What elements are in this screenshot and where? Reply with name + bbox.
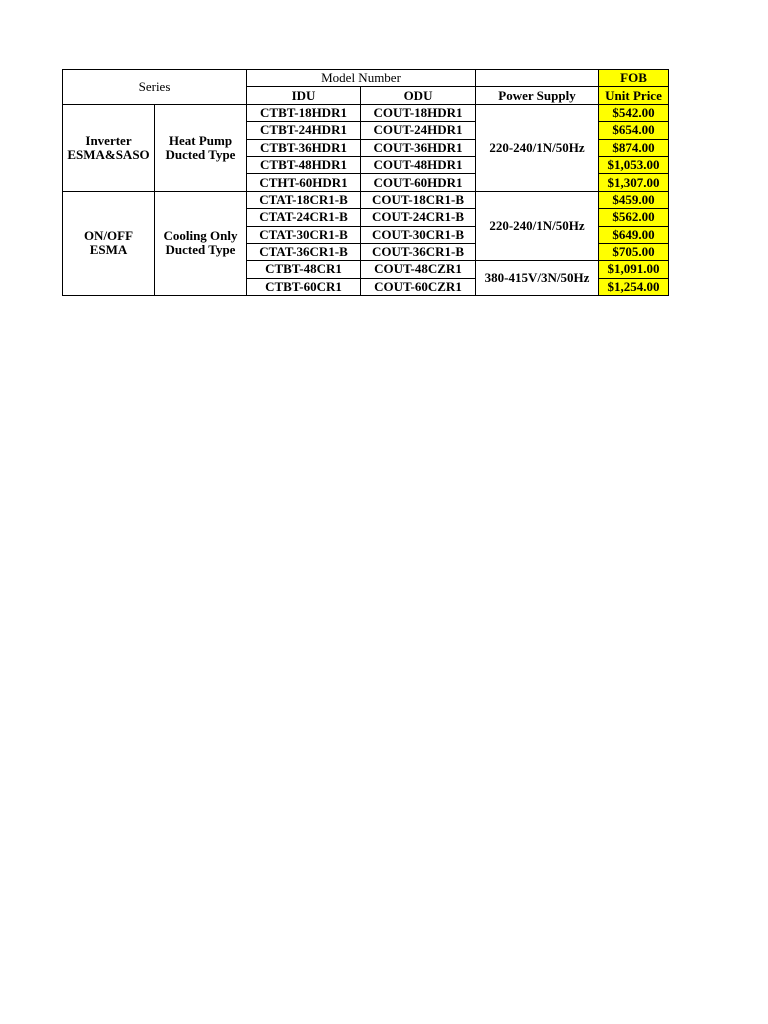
power-supply-cell: 220-240/1N/50Hz	[476, 191, 599, 261]
power-supply-header: Power Supply	[476, 87, 599, 104]
table-row	[63, 104, 669, 121]
type-cell-cooling-only	[155, 191, 247, 295]
series-name: Inverter	[85, 132, 132, 148]
idu-cell: CTAT-30CR1-B	[247, 226, 361, 243]
odu-cell: COUT-18CR1-B	[361, 191, 476, 208]
type-cell-heat-pump	[155, 104, 247, 191]
price-table	[62, 69, 669, 296]
odu-cell: COUT-36CR1-B	[361, 243, 476, 260]
odu-cell: COUT-60HDR1	[361, 174, 476, 191]
table-row	[63, 191, 669, 208]
odu-header: ODU	[361, 87, 476, 104]
odu-cell: COUT-48HDR1	[361, 156, 476, 173]
idu-cell: CTBT-48CR1	[247, 261, 361, 278]
odu-cell: COUT-60CZR1	[361, 278, 476, 295]
odu-cell: COUT-18HDR1	[361, 104, 476, 121]
price-cell: $705.00	[599, 243, 669, 260]
idu-header: IDU	[247, 87, 361, 104]
price-cell: $1,091.00	[599, 261, 669, 278]
odu-cell: COUT-48CZR1	[361, 261, 476, 278]
power-supply-cell: 220-240/1N/50Hz	[476, 104, 599, 191]
series-cell-inverter	[63, 104, 155, 191]
price-cell: $649.00	[599, 226, 669, 243]
idu-cell: CTBT-60CR1	[247, 278, 361, 295]
price-cell: $459.00	[599, 191, 669, 208]
odu-cell: COUT-30CR1-B	[361, 226, 476, 243]
header-row	[63, 70, 669, 87]
type-name: Heat Pump	[168, 132, 233, 148]
series-standard: ESMA	[89, 242, 128, 258]
fob-header: FOB	[599, 70, 669, 87]
empty-header-cell	[476, 70, 599, 87]
idu-cell: CTAT-24CR1-B	[247, 209, 361, 226]
idu-cell: CTAT-36CR1-B	[247, 243, 361, 260]
model-number-header: Model Number	[247, 70, 476, 87]
type-kind: Ducted Type	[165, 146, 236, 162]
price-cell: $1,254.00	[599, 278, 669, 295]
series-cell-onoff	[63, 191, 155, 295]
price-cell: $654.00	[599, 122, 669, 139]
series-header: Series	[63, 70, 247, 105]
idu-cell: CTBT-24HDR1	[247, 122, 361, 139]
odu-cell: COUT-24CR1-B	[361, 209, 476, 226]
idu-cell: CTHT-60HDR1	[247, 174, 361, 191]
price-cell: $1,053.00	[599, 156, 669, 173]
odu-cell: COUT-36HDR1	[361, 139, 476, 156]
series-name: ON/OFF	[83, 228, 134, 244]
unit-price-header: Unit Price	[599, 87, 669, 104]
idu-cell: CTAT-18CR1-B	[247, 191, 361, 208]
power-supply-cell: 380-415V/3N/50Hz	[476, 261, 599, 296]
idu-cell: CTBT-48HDR1	[247, 156, 361, 173]
price-cell: $1,307.00	[599, 174, 669, 191]
type-kind: Ducted Type	[165, 242, 236, 258]
type-name: Cooling Only	[163, 228, 238, 244]
price-cell: $542.00	[599, 104, 669, 121]
price-cell: $874.00	[599, 139, 669, 156]
price-cell: $562.00	[599, 209, 669, 226]
idu-cell: CTBT-18HDR1	[247, 104, 361, 121]
series-standard: ESMA&SASO	[67, 146, 150, 162]
idu-cell: CTBT-36HDR1	[247, 139, 361, 156]
odu-cell: COUT-24HDR1	[361, 122, 476, 139]
